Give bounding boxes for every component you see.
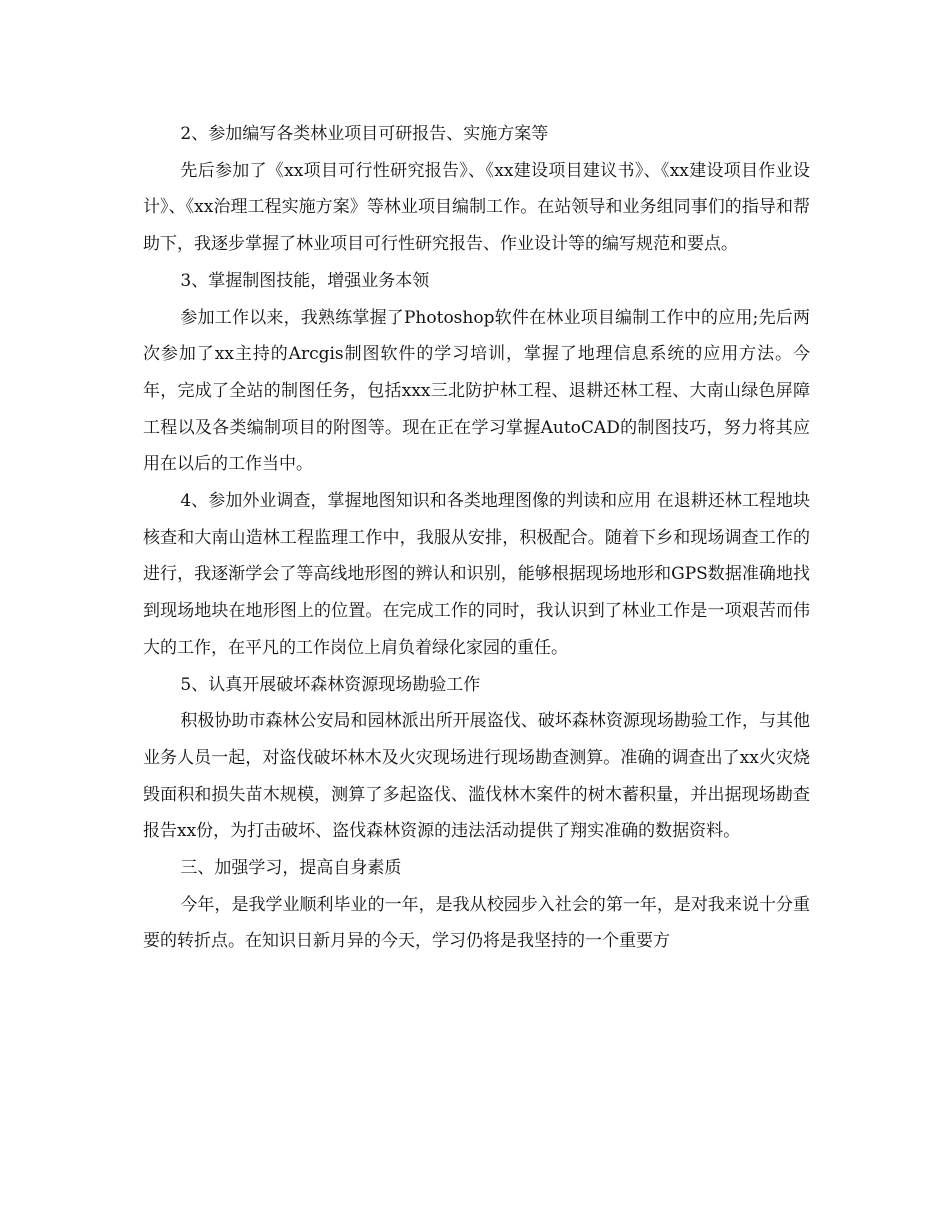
body-paragraph: 先后参加了《xx项目可行性研究报告》、《xx建设项目建议书》、《xx建设项目作业设计》、《xx治理工程实施方案》等林业项目编制工作。在站领导和业务组同事们的指导和帮助下，我逐步掌握了林业项目可行性研究报告、作业设计等的编写规范和要点。	[143, 160, 810, 255]
section-heading: 三、加强学习，提高自身素质	[180, 858, 402, 879]
body-paragraph: 参加工作以来，我熟练掌握了Photoshop软件在林业项目编制工作中的应用;先后两次参加了xx主持的Arcgis制图软件的学习培训，掌握了地理信息系统的应用方法。今年，完成了全站的制图任务，包括xxx三北防护林工程、退耕还林工程、大南山绿色屏障工程以及各类编制项目的附图等。现在正在学习掌握AutoCAD的制图技巧，努力将其应用在以后的工作当中。	[143, 307, 810, 475]
section-heading: 3、掌握制图技能，增强业务本领	[180, 270, 430, 291]
section-heading: 2、参加编写各类林业项目可研报告、实施方案等	[180, 124, 549, 144]
document-body	[143, 116, 810, 960]
body-paragraph: 今年，是我学业顺利毕业的一年，是我从校园步入社会的第一年，是对我来说十分重要的转折点。在知识日新月异的今天，学习仍将是我坚持的一个重要方	[143, 894, 810, 952]
body-paragraph: 4、参加外业调查，掌握地图知识和各类地理图像的判读和应用 在退耕还林工程地块核查和大南山造林工程监理工作中，我服从安排，积极配合。随着下乡和现场调查工作的进行，我逐渐学会了等高线地形图的辨认和识别，能够根据现场地形和GPS数据准确地找到现场地块在地形图上的位置。在完成工作的同时，我认识到了林业工作是一项艰苦而伟大的工作，在平凡的工作岗位上肩负着绿化家园的重任。	[143, 491, 810, 658]
section-heading: 5、认真开展破坏森林资源现场勘验工作	[180, 674, 481, 695]
body-paragraph: 积极协助市森林公安局和园林派出所开展盗伐、破坏森林资源现场勘验工作，与其他业务人员一起，对盗伐破坏林木及火灾现场进行现场勘查测算。准确的调查出了xx火灾烧毁面积和损失苗木规模，测算了多起盗伐、滥伐林木案件的树木蓄积量，并出据现场勘查报告xx份，为打击破坏、盗伐森林资源的违法活动提供了翔实准确的数据资料。	[143, 711, 810, 842]
